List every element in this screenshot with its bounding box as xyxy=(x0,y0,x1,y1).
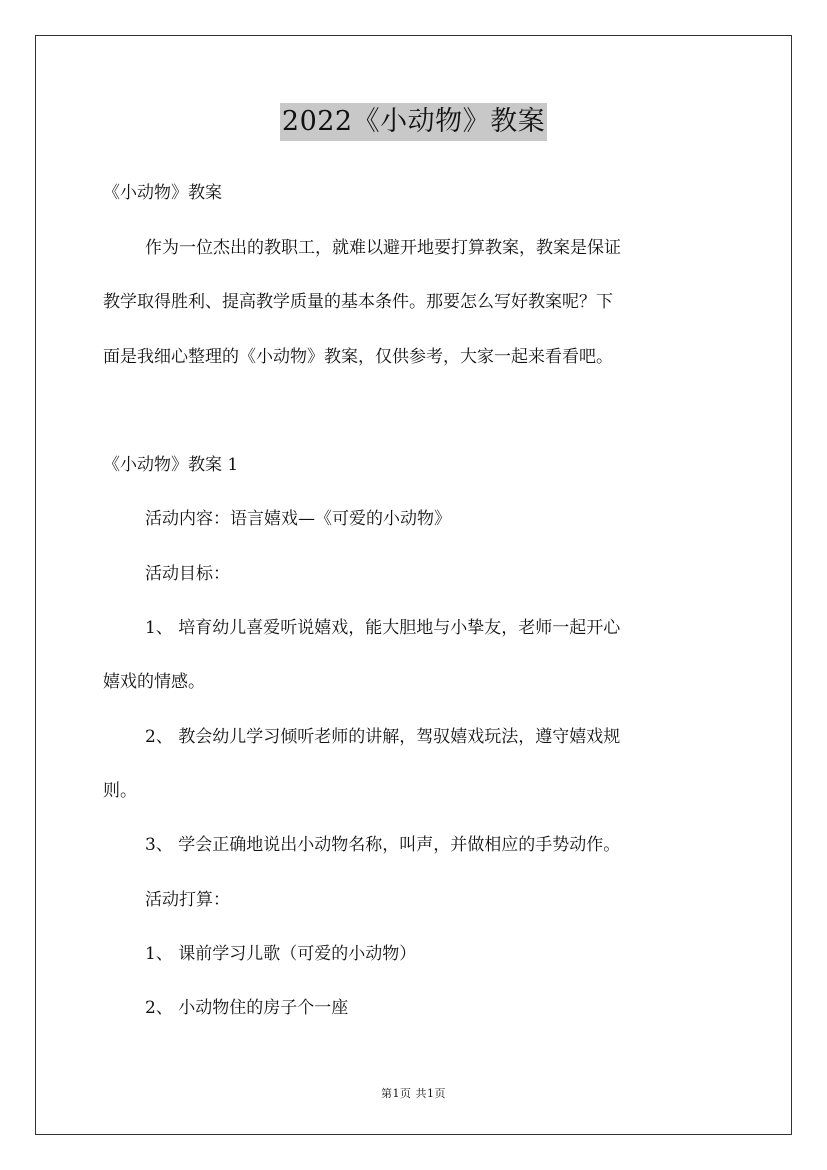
prep-item: 1、 课前学习儿歌（可爱的小动物） xyxy=(145,944,417,964)
goal-item: 3、 学会正确地说出小动物名称，叫声，并做相应的手势动作。 xyxy=(145,835,621,855)
goal-item-continuation: 则。 xyxy=(103,781,137,801)
plan-heading: 《小动物》教案 1 xyxy=(103,455,239,475)
intro-paragraph-line: 教学取得胜利、提高教学质量的基本条件。那要怎么写好教案呢？下 xyxy=(103,292,613,312)
prep-item: 2、 小动物住的房子个一座 xyxy=(145,998,349,1018)
document-title-wrap xyxy=(0,103,827,141)
goal-item: 1、 培育幼儿喜爱听说嬉戏，能大胆地与小挚友，老师一起开心 xyxy=(145,618,621,638)
document-title: 2022《小动物》教案 xyxy=(280,103,547,141)
page-number-footer: 第1页 共1页 xyxy=(381,1087,446,1100)
section-heading: 《小动物》教案 xyxy=(103,183,222,203)
goal-item-continuation: 嬉戏的情感。 xyxy=(103,672,205,692)
intro-paragraph-line: 面是我细心整理的《小动物》教案，仅供参考，大家一起来看看吧。 xyxy=(103,347,613,367)
goal-item: 2、 教会幼儿学习倾听老师的讲解，驾驭嬉戏玩法，遵守嬉戏规 xyxy=(145,727,621,747)
activity-goals-heading: 活动目标： xyxy=(145,564,230,584)
activity-prep-heading: 活动打算： xyxy=(145,890,230,910)
activity-content: 活动内容：语言嬉戏—《可爱的小动物》 xyxy=(145,509,451,529)
intro-paragraph-line: 作为一位杰出的教职工，就难以避开地要打算教案，教案是保证 xyxy=(145,238,621,258)
